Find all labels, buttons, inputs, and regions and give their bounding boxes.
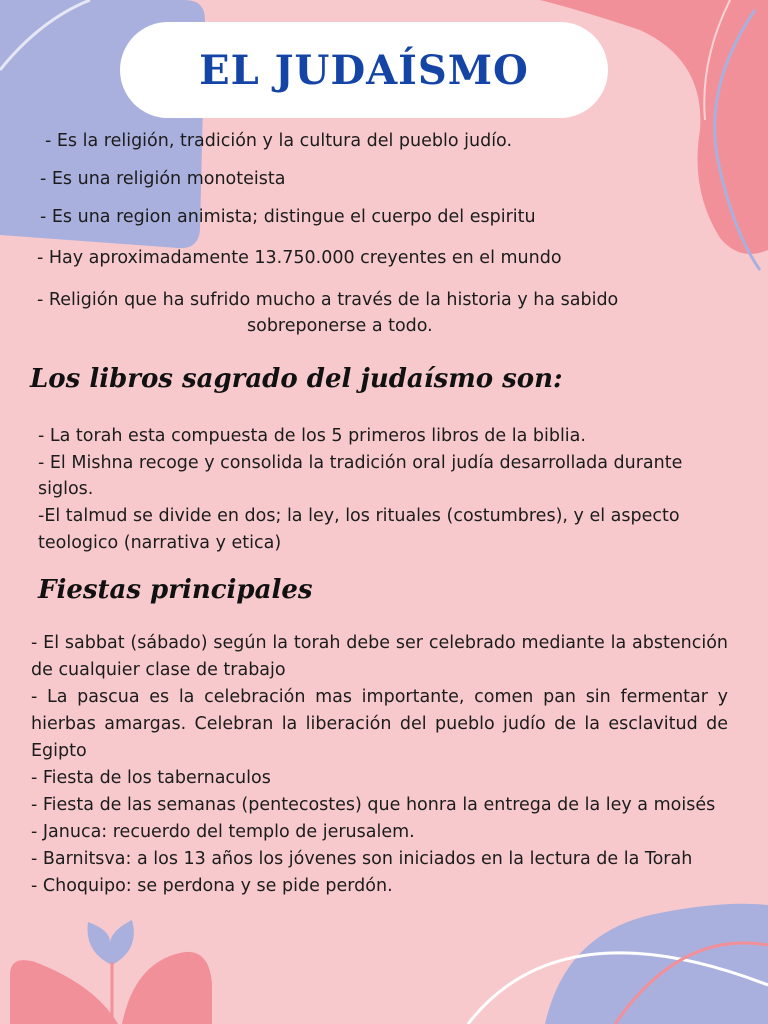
intro-item-continuation: sobreponerse a todo.: [247, 316, 433, 336]
fiestas-list: [31, 630, 728, 900]
title-banner: [120, 22, 608, 118]
books-list: [38, 423, 718, 557]
list-item: - Fiesta de los tabernaculos: [31, 768, 271, 788]
books-heading: Los libros sagrado del judaísmo son:: [30, 364, 563, 394]
intro-item: - Es la religión, tradición y la cultura del pueblo judío.: [45, 131, 513, 151]
list-item: - Fiesta de las semanas (pentecostes) que honra la entrega de la ley a moisés: [31, 795, 716, 815]
intro-item: - Religión que ha sufrido mucho a través de la historia y ha sabido: [37, 290, 619, 310]
intro-item: - Es una region animista; distingue el cuerpo del espiritu: [40, 207, 536, 227]
list-item: - Barnitsva: a los 13 años los jóvenes son iniciados en la lectura de la Torah: [31, 849, 693, 869]
list-item: - La pascua es la celebración mas importante, comen pan sin fermentar y hierbas amargas. Celebran la liberación del pueblo judío de la esclavitud de Egipto: [31, 687, 728, 761]
coral-leaf-right: [122, 952, 212, 1024]
fiestas-heading: Fiestas principales: [38, 575, 313, 605]
coral-leaf-left: [10, 960, 118, 1024]
intro-item: - Hay aproximadamente 13.750.000 creyentes en el mundo: [37, 248, 562, 268]
intro-item: - Es una religión monoteista: [40, 169, 286, 189]
list-item: - La torah esta compuesta de los 5 primeros libros de la biblia.: [38, 426, 586, 446]
list-item: - Choquipo: se perdona y se pide perdón.: [31, 876, 393, 896]
list-item: - El sabbat (sábado) según la torah debe ser celebrado mediante la abstención de cualquier clase de trabajo: [31, 633, 728, 680]
list-item: - El Mishna recoge y consolida la tradición oral judía desarrollada durante siglos.: [38, 452, 683, 500]
lavender-shape-bottom-right: [545, 904, 768, 1024]
lavender-bud: [88, 920, 134, 965]
page-title: EL JUDAÍSMO: [199, 46, 529, 94]
list-item: -El talmud se divide en dos; la ley, los rituales (costumbres), y el aspecto teologico (narrativa y etica): [38, 506, 680, 553]
list-item: - Janucа: recuerdo del templo de jerusalem.: [31, 822, 415, 842]
